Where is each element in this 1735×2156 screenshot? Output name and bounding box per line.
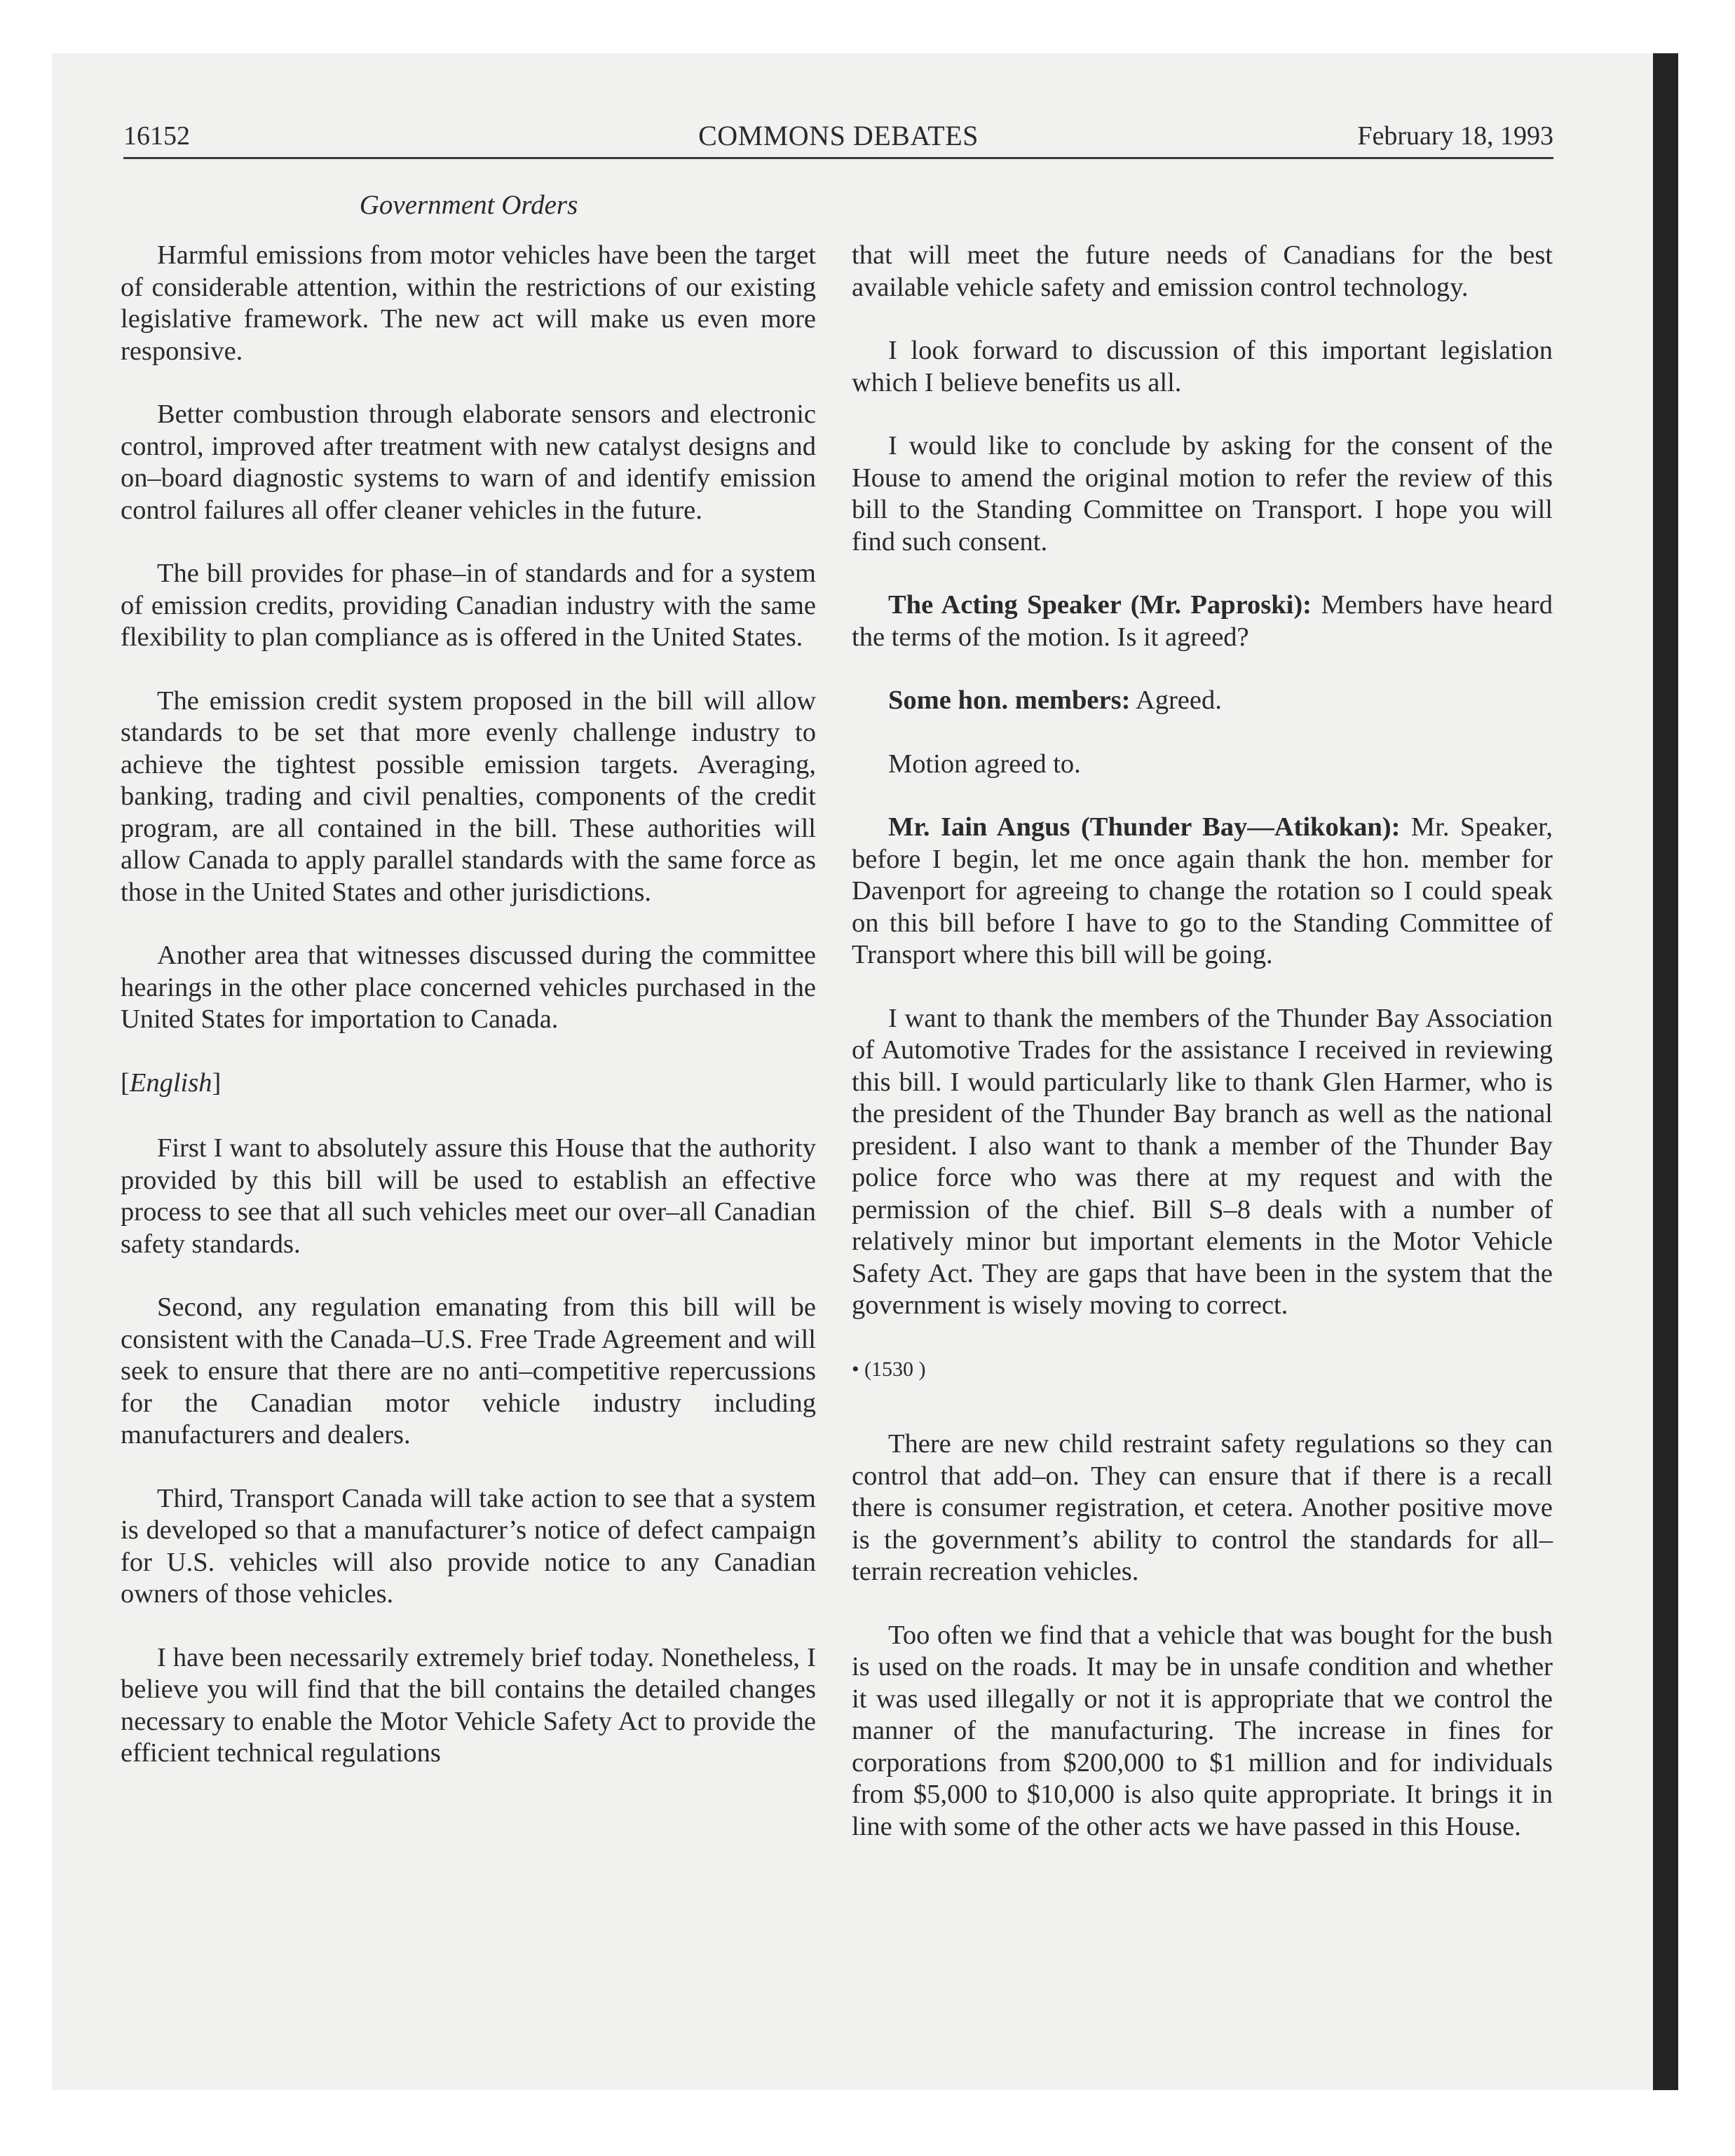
page-header xyxy=(123,118,1553,160)
paragraph: Second, any regulation emanating from this bill will be consistent with the Canada–U.S. Free Trade Agreement and will seek to ensure that there are no anti–competitive repercussions for the Canadian motor vehicle industry including manufacturers and dealers. xyxy=(121,1292,816,1449)
speaker-paragraph xyxy=(852,812,1553,971)
paragraph: The emission credit system proposed in the bill will allow standards to be set that more evenly challenge industry to achieve the tightest possible emission targets. Averaging, banking, trading and civil penalties, components of the credit program, are all contained in the bill. These authorities will allow Canada to apply parallel standards with the same force as those in the United States and other jurisdictions. xyxy=(121,685,816,907)
paragraph: Another area that witnesses discussed during the committee hearings in the other place concerned vehicles purchased in the United States for importation to Canada. xyxy=(121,941,816,1034)
paragraph: First I want to absolutely assure this House that the authority provided by this bill will be used to establish an effective process to see that all such vehicles meet our over–all Canadian safety standards. xyxy=(121,1133,816,1259)
paragraph: Better combustion through elaborate sensors and electronic control, improved after treatment with new catalyst designs and on–board diagnostic systems to warn of and identify emission control failures all offer cleaner vehicles in the future. xyxy=(121,400,816,525)
right-column xyxy=(852,240,1553,1874)
header-rule xyxy=(123,157,1553,159)
language-tag: [English] xyxy=(121,1067,222,1098)
paragraph: I have been necessarily extremely brief today. Nonetheless, I believe you will find that the bill contains the detailed changes necessary to enable the Motor Vehicle Safety Act to provide the efficient technical regulations xyxy=(121,1642,816,1768)
time-marker: • (1530 ) xyxy=(852,1357,926,1381)
speaker-text: Agreed. xyxy=(1130,685,1222,715)
paragraph: Third, Transport Canada will take action to see that a system is developed so that a manufacturer’s notice of defect campaign for U.S. vehicles will also provide notice to any Canadian owners of those vehicles. xyxy=(121,1483,816,1609)
page-date: February 18, 1993 xyxy=(1357,121,1553,151)
left-column xyxy=(121,240,816,1801)
speaker-text: Members have heard the terms of the motion. Is it agreed? xyxy=(852,590,1553,652)
language-tag-text: English xyxy=(129,1067,212,1098)
speaker-paragraph xyxy=(852,685,1553,717)
speaker-name: Mr. Iain Angus (Thunder Bay—Atikokan): xyxy=(888,812,1401,842)
speaker-text: Mr. Speaker, before I begin, let me once again thank the hon. member for Davenport for agreeing to change the rotation so I could speak on this bill before I have to go to the Standing Committee of Transport where this bill will be going. xyxy=(852,812,1553,969)
paragraph: Harmful emissions from motor vehicles have been the target of considerable attention, within the restrictions of our existing legislative framework. The new act will make us even more responsive. xyxy=(121,240,816,366)
paragraph: Too often we find that a vehicle that was bought for the bush is used on the roads. It may be in unsafe condition and whether it was used illegally or not it is appropriate that we control the manner of the manufacturing. The increase in fines for corporations from $200,000 to $1 million and for individuals from $5,000 to $10,000 is also quite appropriate. It brings it in line with some of the other acts we have passed in this House. xyxy=(852,1620,1553,1841)
section-title: Government Orders xyxy=(359,190,578,220)
paragraph: that will meet the future needs of Canadians for the best available vehicle safety and emission control technology. xyxy=(852,240,1553,302)
paragraph: I would like to conclude by asking for the consent of the House to amend the original motion to refer the review of this bill to the Standing Committee on Transport. I hope you will find such consent. xyxy=(852,431,1553,557)
paragraph: I want to thank the members of the Thunder Bay Association of Automotive Trades for the assistance I received in reviewing this bill. I would particularly like to thank Glen Harmer, who is the president of the Thunder Bay branch as well as the national president. I also want to thank a member of the Thunder Bay police force who was there at my request and with the permission of the chief. Bill S–8 deals with a number of relatively minor but important elements in the Motor Vehicle Safety Act. They are gaps that have been in the system that the government is wisely moving to correct. xyxy=(852,1003,1553,1320)
speaker-name: The Acting Speaker (Mr. Paproski): xyxy=(888,590,1312,620)
publication-title: COMMONS DEBATES xyxy=(698,120,979,151)
motion-result: Motion agreed to. xyxy=(888,749,1081,779)
paragraph: The bill provides for phase–in of standards and for a system of emission credits, providing Canadian industry with the same flexibility to plan compliance as is offered in the United States. xyxy=(121,559,816,652)
scan-edge-shadow xyxy=(1653,53,1678,2090)
speaker-name: Some hon. members: xyxy=(888,685,1131,715)
paragraph: There are new child restraint safety regulations so they can control that add–on. They can ensure that if there is a recall there is consumer registration, et cetera. Another positive move is the government’s ability to control the standards for all–terrain recreation vehicles. xyxy=(852,1429,1553,1586)
speaker-paragraph xyxy=(852,589,1553,653)
page-number: 16152 xyxy=(123,121,190,151)
paragraph: I look forward to discussion of this important legislation which I believe benefits us all. xyxy=(852,336,1553,397)
